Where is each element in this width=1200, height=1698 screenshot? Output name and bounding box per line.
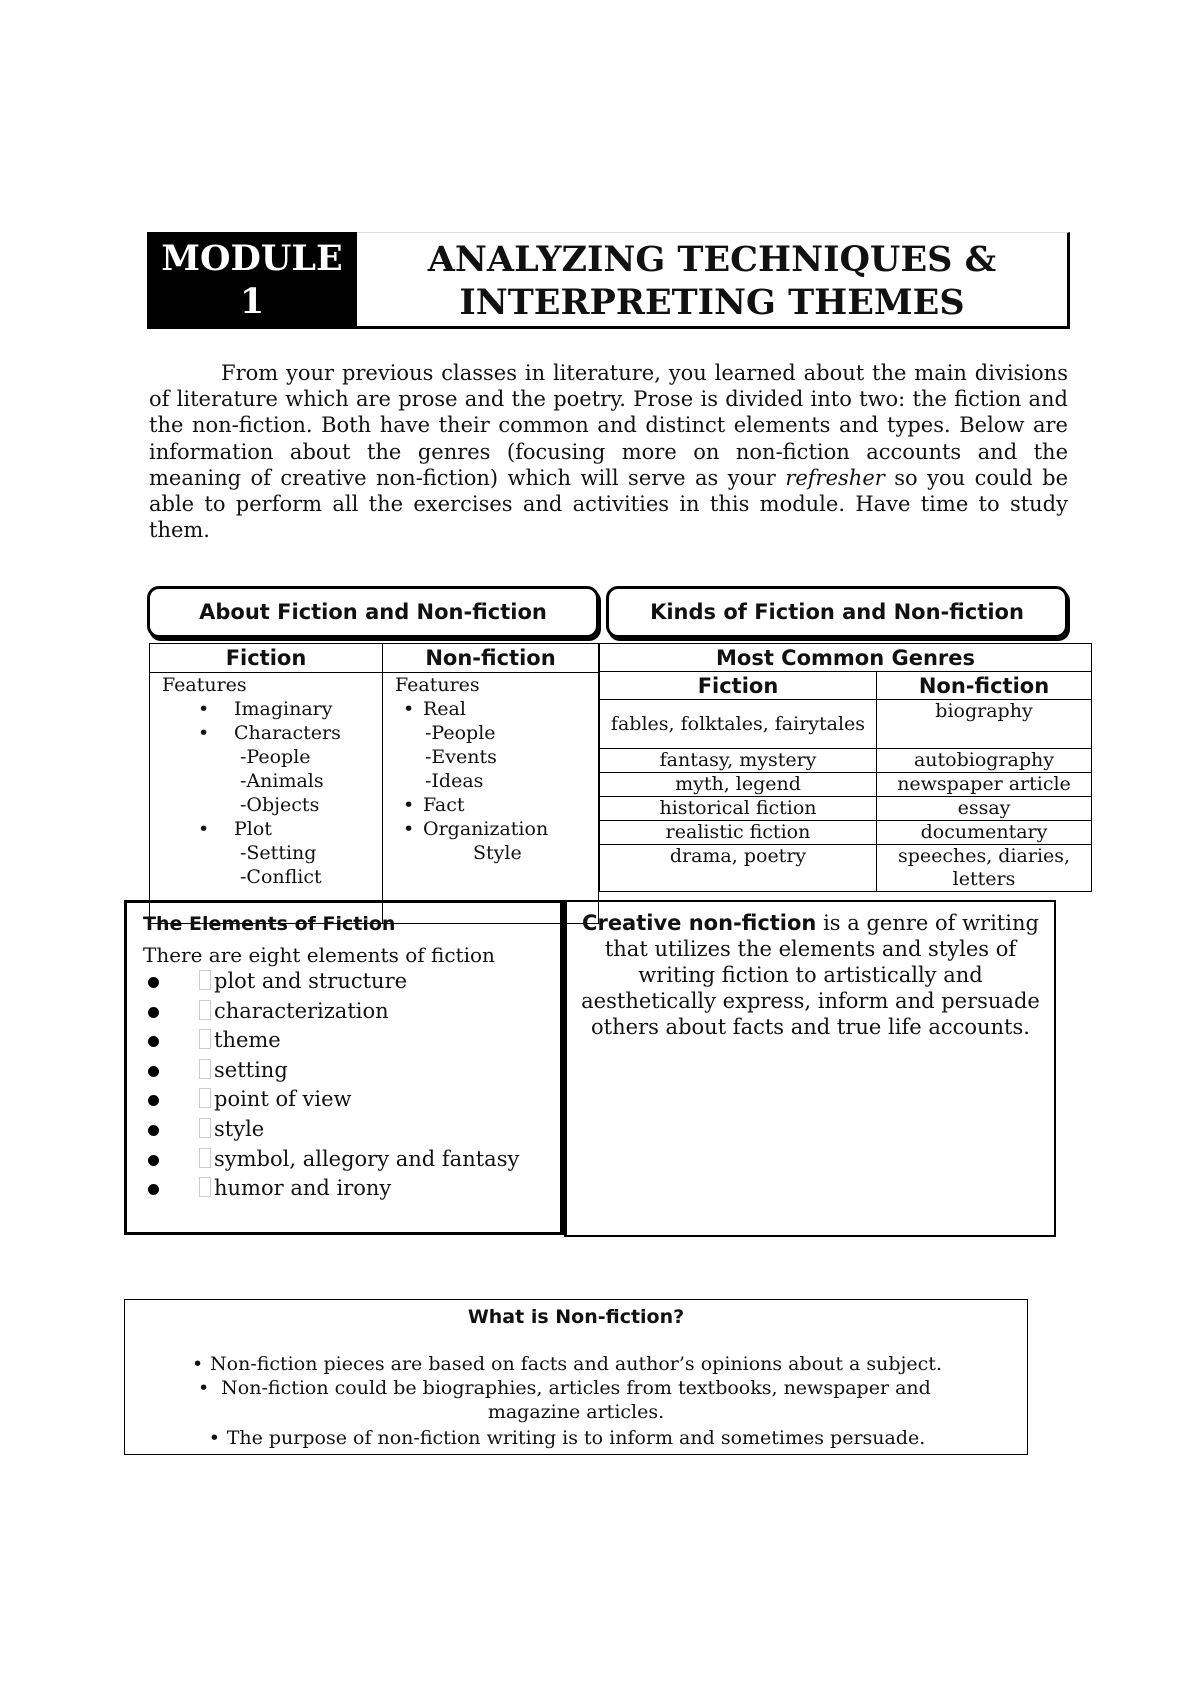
module-title-line2: INTERPRETING THEMES	[459, 282, 965, 323]
elements-intro: There are eight elements of fiction	[143, 943, 495, 967]
list-item: -Setting	[240, 842, 317, 864]
genre-fiction-cell: fables, folktales, fairytales	[600, 700, 877, 749]
nonfiction-features-cell	[383, 673, 599, 924]
list-item: setting	[143, 1056, 544, 1086]
list-item: • Plot	[150, 817, 382, 841]
genres-col-nonfiction: Non-fiction	[877, 672, 1092, 700]
list-item: theme	[143, 1026, 544, 1056]
elements-title: The Elements of Fiction	[143, 913, 396, 935]
creative-nonfiction-box	[564, 900, 1056, 1237]
list-item: -Objects	[240, 794, 320, 816]
intro-text-end: so you could be able to perform all the exercises and activities in this module. Have time to study them.	[149, 465, 1068, 543]
intro-paragraph	[149, 360, 1068, 543]
about-fiction-table	[149, 643, 599, 924]
list-item: • Imaginary	[150, 697, 382, 721]
module-number-box	[147, 232, 357, 329]
genre-fiction-cell: realistic fiction	[600, 821, 877, 845]
list-item: -Ideas	[425, 770, 484, 792]
module-title-box	[357, 232, 1070, 329]
list-item: • Non-fiction could be biographies, articles from textbooks, newspaper and magazine articles.	[216, 1376, 936, 1424]
table-row	[600, 773, 1092, 797]
list-item: Style	[473, 842, 522, 864]
table-row	[600, 797, 1092, 821]
creative-term: Creative non-fiction	[582, 911, 817, 935]
kinds-fiction-header: Kinds of Fiction and Non-fiction	[606, 586, 1068, 638]
list-item: characterization	[143, 997, 544, 1027]
table-row	[600, 821, 1092, 845]
fiction-features-cell	[150, 673, 383, 924]
table-row	[600, 700, 1092, 749]
genre-nonfiction-cell: biography	[877, 700, 1092, 749]
list-item: -People	[425, 722, 496, 744]
genres-title: Most Common Genres	[600, 644, 1092, 672]
what-is-nonfiction-box	[124, 1299, 1028, 1455]
about-fiction-header: About Fiction and Non-fiction	[147, 586, 599, 638]
intro-italic-word: refresher	[785, 465, 885, 490]
nonfiction-features-label: Features	[395, 674, 480, 696]
table-row	[600, 749, 1092, 773]
genre-nonfiction-cell: essay	[877, 797, 1092, 821]
genre-nonfiction-cell: newspaper article	[877, 773, 1092, 797]
genre-nonfiction-cell: documentary	[877, 821, 1092, 845]
nonfiction-box-title: What is Non-fiction?	[467, 1306, 685, 1328]
genre-fiction-cell: historical fiction	[600, 797, 877, 821]
list-item: -Conflict	[240, 866, 322, 888]
module-label: MODULE	[161, 238, 343, 279]
module-title-line1: ANALYZING TECHNIQUES &	[427, 239, 997, 280]
about-col-nonfiction: Non-fiction	[383, 644, 599, 673]
about-col-fiction: Fiction	[150, 644, 383, 673]
module-number: 1	[239, 281, 265, 322]
fiction-features-label: Features	[162, 674, 247, 696]
genre-nonfiction-cell: autobiography	[877, 749, 1092, 773]
list-item: • Organization	[383, 817, 598, 841]
list-item: • Characters	[150, 721, 382, 745]
genre-nonfiction-cell: speeches, diaries, letters	[877, 845, 1092, 892]
genres-table	[599, 643, 1092, 892]
intro-text-start: From your previous classes in literature, you learned about the main divisions of literature which are prose and the poetry. Prose is divided into two: the fiction and the non-fiction. Both have their common and distinct elements and types. Below are information about the genres (focusing more on non-fiction accounts and the meaning of creative non-fiction) which will serve as your	[149, 361, 1068, 490]
table-row	[600, 845, 1092, 892]
genre-fiction-cell: drama, poetry	[600, 845, 877, 892]
list-item: -Events	[425, 746, 497, 768]
genres-col-fiction: Fiction	[600, 672, 877, 700]
list-item: point of view	[143, 1085, 544, 1115]
list-item: style	[143, 1115, 544, 1145]
list-item: -Animals	[240, 770, 324, 792]
list-item: • Non-fiction pieces are based on facts and author’s opinions about a subject.	[210, 1352, 942, 1376]
list-item: • The purpose of non-fiction writing is to inform and sometimes persuade.	[227, 1426, 926, 1450]
list-item: -People	[240, 746, 311, 768]
list-item: plot and structure	[143, 967, 544, 997]
creative-definition: is a genre of writing that utilizes the elements and styles of writing fiction to artistically and aesthetically express, inform and persuade others about facts and true life accounts.	[581, 911, 1040, 1039]
genre-fiction-cell: myth, legend	[600, 773, 877, 797]
list-item: symbol, allegory and fantasy	[143, 1145, 544, 1175]
elements-of-fiction-box	[124, 900, 564, 1235]
genre-fiction-cell: fantasy, mystery	[600, 749, 877, 773]
list-item: humor and irony	[143, 1174, 544, 1204]
list-item: • Real	[383, 697, 598, 721]
list-item: • Fact	[383, 793, 598, 817]
